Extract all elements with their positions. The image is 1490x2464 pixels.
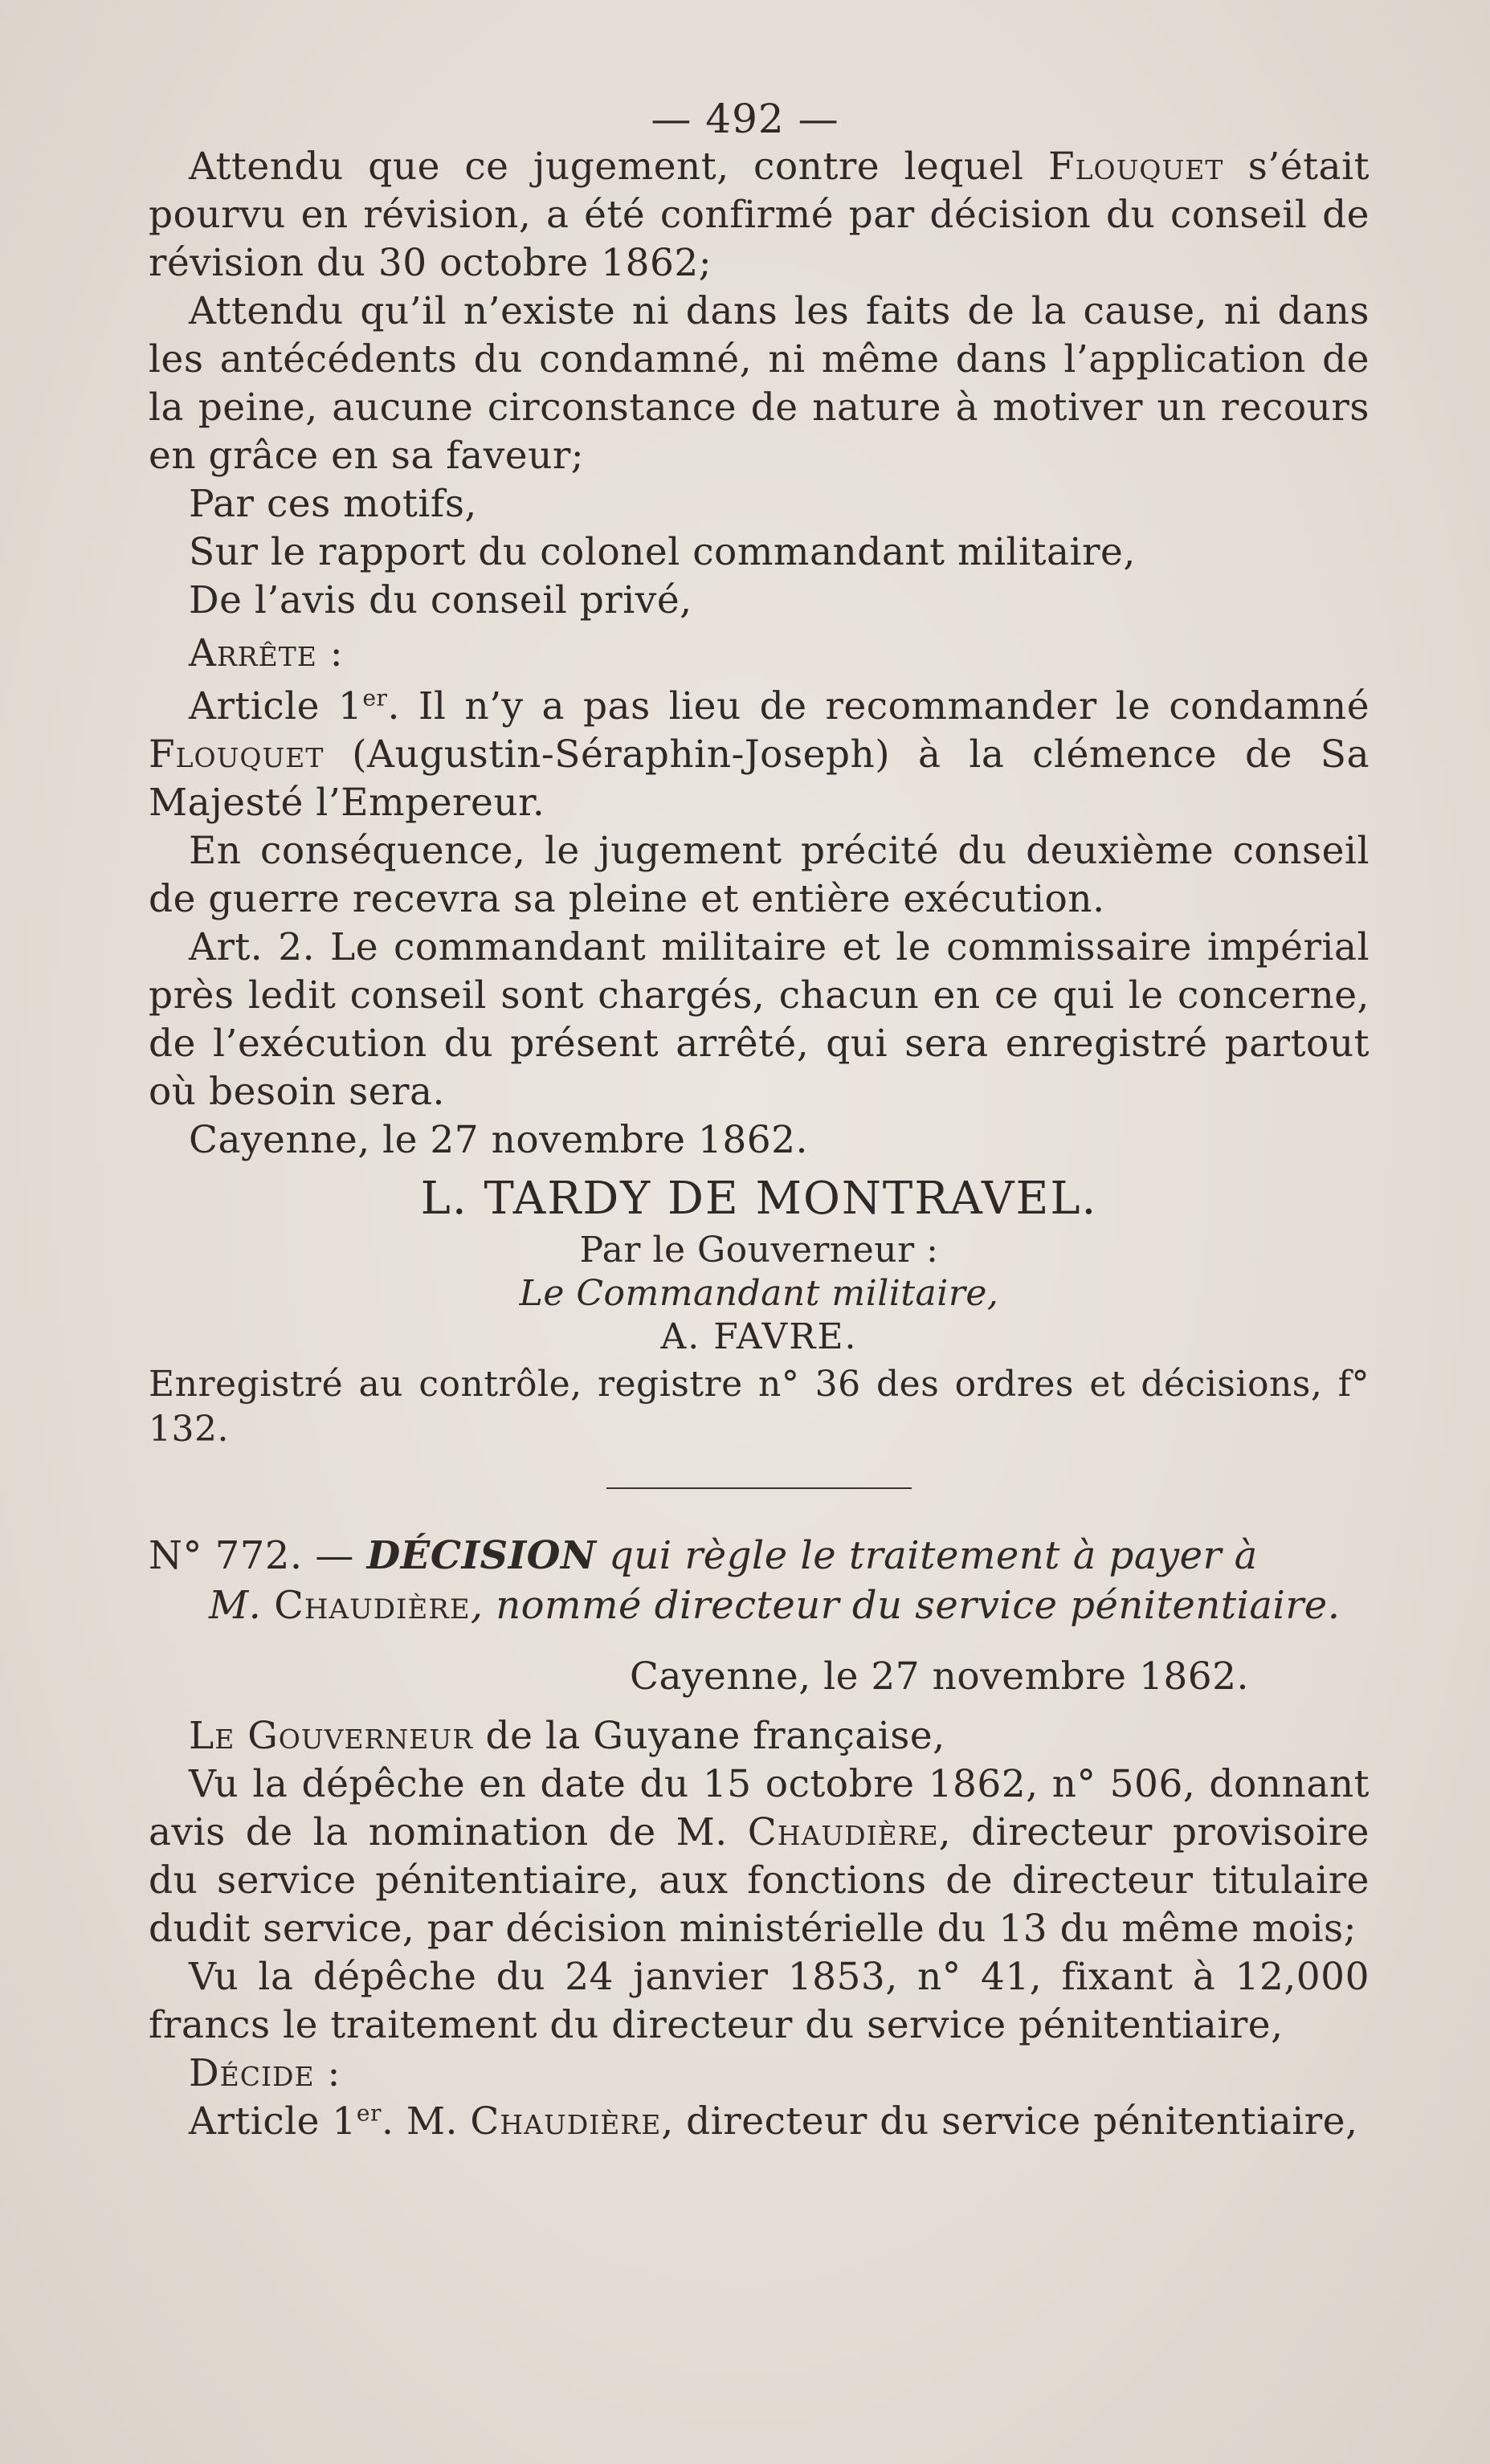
decision-heading — [149, 1531, 1370, 1630]
decision-number: N° 772. — — [149, 1533, 367, 1578]
text-run: . Il n’y a pas lieu de recommander le condamné — [387, 684, 1370, 728]
person-name: Flouquet — [1048, 145, 1224, 189]
page-number: — 492 — — [651, 96, 839, 142]
article-2: Art. 2. Le commandant militaire et le commissaire impérial près ledit conseil sont chargés, chacun en ce qui le concerne, de l’exécution du présent arrêté, qui sera enregistré partout où besoin sera. — [149, 925, 1370, 1114]
text-run: qui règle le traitement à payer à — [596, 1533, 1258, 1578]
paragraph-attendu-circonstance: Attendu qu’il n’existe ni dans les faits de la cause, ni dans les antécédents du condamné, ni même dans l’application de la peine, aucune circonstance de nature à motiver un recours en grâce en sa faveur; — [149, 289, 1370, 478]
commander-name: A. FAVRE. — [660, 1316, 858, 1357]
signature-governor: L. TARDY DE MONTRAVEL. — [420, 1173, 1098, 1225]
text-run: (Augustin-Séraphin-Joseph) à la clémence de Sa Majesté l’Empereur. — [149, 732, 1370, 825]
decision-article-1 — [149, 2098, 1370, 2146]
article-1 — [149, 683, 1370, 827]
person-name: Flouquet — [149, 732, 325, 777]
text-run: , nommé directeur du service pénitentiaire. — [470, 1583, 1341, 1628]
decide-heading: Décide : — [189, 2051, 341, 2095]
paragraph-vu-nomination — [149, 1760, 1370, 1953]
person-name: Chaudière — [747, 1810, 939, 1854]
text-run: de la Guyane française, — [473, 1714, 945, 1758]
decision-date: Cayenne, le 27 novembre 1862. — [630, 1654, 1249, 1699]
superscript: er — [356, 2099, 382, 2127]
paragraph-avis: De l’avis du conseil privé, — [189, 578, 692, 622]
article-label: Article 1 — [189, 684, 363, 728]
decision-word: DÉCISION — [366, 1533, 597, 1578]
text-run: s’était pourvu en révision, a été confirmé par décision du conseil de révision du 30 octobre 1862; — [149, 145, 1370, 285]
paragraph-attendu-jugement — [149, 143, 1370, 288]
text-run: M. — [209, 1583, 275, 1628]
section-divider — [606, 1487, 912, 1489]
person-name: Chaudière — [470, 2099, 662, 2144]
governor-line — [149, 1712, 1370, 1760]
arrete-heading: Arrête : — [189, 631, 344, 675]
article-label: Article 1 — [189, 2099, 357, 2144]
registration-note: Enregistré au contrôle, registre n° 36 des ordres et décisions, f° 132. — [149, 1364, 1370, 1450]
text-run: , directeur du service pénitentiaire, — [661, 2099, 1358, 2144]
governor-title: Le Gouverneur — [189, 1714, 474, 1758]
commander-title: Le Commandant militaire, — [519, 1273, 999, 1314]
text-run: Vu la dépêche en date du 15 octobre 1862, n° 506, donnant avis de la nomination de M. — [149, 1762, 1370, 1854]
text-run: , directeur provisoire du service pénitentiaire, aux fonctions de directeur titulaire dudit service, par décision ministérielle du 13 du même mois; — [149, 1810, 1370, 1951]
person-name: Chaudière — [274, 1583, 471, 1628]
page-body — [149, 143, 1370, 2146]
superscript: er — [362, 684, 388, 712]
text-run: Attendu que ce jugement, contre lequel — [189, 145, 1049, 189]
by-governor: Par le Gouverneur : — [579, 1230, 939, 1271]
paragraph-vu-traitement: Vu la dépêche du 24 janvier 1853, n° 41, fixant à 12,000 francs le traitement du directeur du service pénitentiaire, — [149, 1955, 1370, 2047]
paragraph-consequence: En conséquence, le jugement précité du deuxième conseil de guerre recevra sa pleine et entière exécution. — [149, 829, 1370, 921]
text-run: . M. — [382, 2099, 471, 2144]
place-date: Cayenne, le 27 novembre 1862. — [189, 1118, 808, 1162]
paragraph-motifs: Par ces motifs, — [189, 482, 477, 526]
paragraph-rapport: Sur le rapport du colonel commandant militaire, — [189, 530, 1136, 574]
